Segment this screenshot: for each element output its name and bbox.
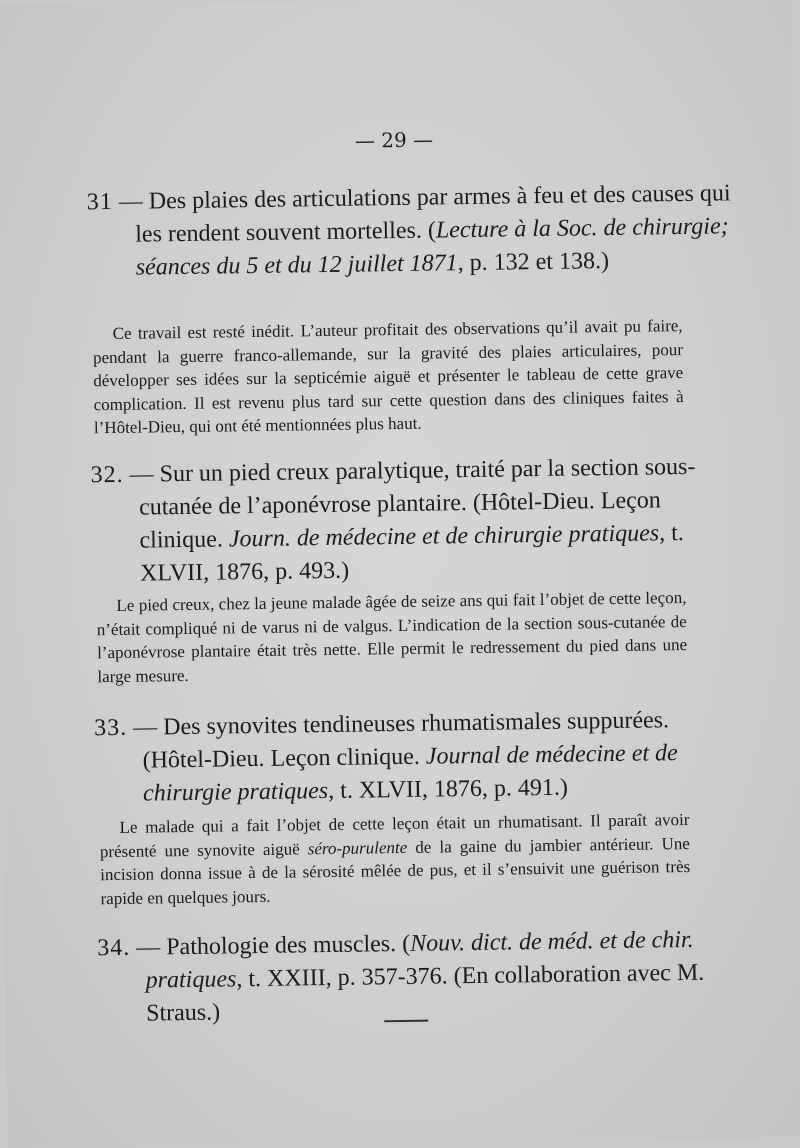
entry-32-heading <box>90 450 740 591</box>
entry-title: — Sur un pied creux paralytique, traité par la section sous-cutanée de l’aponévrose plantaire. (Hôtel-Dieu. Leçon clinique. <box>129 453 696 554</box>
entry-number: 33. <box>93 714 128 742</box>
note-text: de la gaine du jambier antérieur. Une incision donna issue à de la sérosité mêlée de pus, et il s’ensuivit une guérison très rapide en quelques jours. <box>100 833 691 908</box>
entry-citation-tail: , p. 132 et 138.) <box>457 248 610 277</box>
entry-title: — Des synovites tendineuses rhumatismales suppurées. (Hôtel-Dieu. Leçon clinique. <box>132 707 670 774</box>
entry-32-note: Le pied creux, chez la jeune malade âgée de seize ans qui fait l’objet de cette leçon, n’était compliqué ni de varus ni de valgus. L’indication de la section sous-cutanée de l’aponévrose plantaire était très nette. Elle permit le redressement du pied dans une large mesure. <box>96 588 688 686</box>
entry-citation-tail: , t. XLVII, 1876, p. 493.) <box>139 520 684 587</box>
entry-citation-tail: , t. XLVII, 1876, p. 491.) <box>327 774 569 805</box>
entry-reference: Nouv. dict. de méd. et de chir. pratiques <box>145 926 694 994</box>
entry-number: 31 <box>86 188 114 216</box>
entry-33-heading <box>94 703 743 811</box>
note-italic-term: séro-purulente <box>307 837 408 858</box>
entry-title: — Des plaies des articulations par armes à feu et des causes qui les rendent souvent mortelles. ( <box>118 180 731 248</box>
page-number: — 29 — <box>354 127 434 153</box>
entry-31-note: Ce travail est resté inédit. L’auteur profitait des observations qu’il avait pu faire, pendant la guerre franco-allemande, sur la gravité des plaies articulaires, pour développer ses idées sur la septicémie aiguë et présenter le tableau de cette grave complication. Il est revenu plus tard sur cette question dans des cliniques faites à l’Hôtel-Dieu, qui ont été mentionnées plus haut. <box>92 316 684 438</box>
entry-33-note <box>99 808 690 910</box>
entry-reference: Journal de médecine et de chirurgie pratiques <box>142 740 678 807</box>
entry-number: 34. <box>97 934 131 962</box>
entry-number: 32. <box>90 461 124 489</box>
entry-reference: Lecture à la Soc. de chirurgie; séances du 5 et du 12 juillet 1871 <box>135 213 729 281</box>
entry-citation-tail: , t. XXIII, p. 357-376. (En collaboration avec M. Straus.) <box>145 959 705 1027</box>
entry-34-heading <box>97 923 746 1031</box>
entry-title: — Pathologie des muscles. ( <box>136 930 411 961</box>
entry-reference: Journ. de médecine et de chirurgie pratiques <box>228 520 660 553</box>
note-text: Le malade qui a fait l’objet de cette leçon était un rhumatisant. Il paraît avoir présenté une synovite aiguë <box>99 809 690 861</box>
entry-31-heading <box>87 177 736 285</box>
